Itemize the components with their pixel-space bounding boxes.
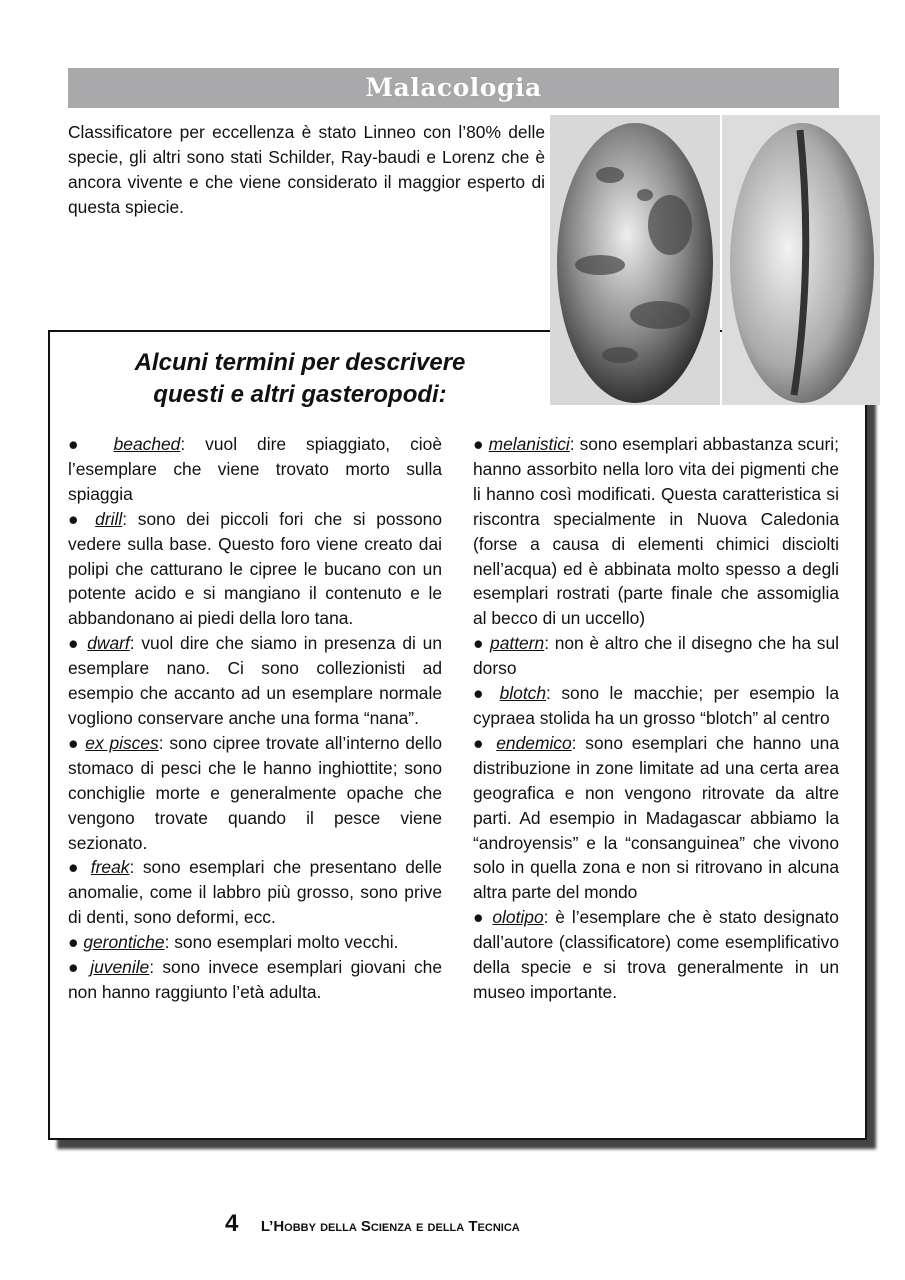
cowrie-shell-dorsal-photo	[550, 115, 720, 405]
cowrie-shell-ventral-photo	[722, 115, 880, 405]
glossary-entry	[473, 432, 839, 631]
bullet: ●	[68, 957, 91, 978]
bullet: ●	[473, 732, 497, 753]
bullet: ●	[473, 633, 491, 654]
section-banner	[68, 68, 839, 108]
glossary-term: pattern	[490, 633, 545, 654]
glossary-term: endemico	[496, 732, 572, 753]
glossary-term: olotipo	[492, 907, 544, 928]
glossary-title	[100, 347, 500, 411]
glossary-entry	[68, 507, 442, 632]
glossary-entry	[68, 855, 442, 930]
glossary-entry	[473, 681, 839, 731]
glossary-entry	[473, 731, 839, 905]
glossary-term: freak	[90, 857, 130, 878]
page-number: 4	[225, 1210, 239, 1237]
bullet: ●	[473, 683, 500, 704]
glossary-entry	[68, 731, 442, 856]
glossary-right-column	[473, 432, 839, 1005]
glossary-entry	[473, 631, 839, 681]
glossary-term: ex pisces	[85, 732, 159, 753]
intro-paragraph: Classificatore per eccellenza è stato Linneo con l’80% delle specie, gli altri sono stati Schilder, Ray-baudi e Lorenz che è ancora vivente e che viene considerato il maggior esperto di questa spiecie.	[68, 122, 545, 217]
glossary-definition: : sono invece esemplari giovani che non hanno raggiunto l’età adulta.	[68, 957, 442, 1002]
glossary-term: juvenile	[90, 957, 150, 978]
bullet: ●	[68, 932, 84, 953]
glossary-entry	[68, 432, 442, 507]
glossary-left-column	[68, 432, 442, 1005]
bullet: ●	[68, 857, 91, 878]
glossary-definition: : vuol dire spiaggiato, cioè l’esemplare che viene trovato morto sulla spiaggia	[68, 434, 442, 504]
glossary-title-line-2: questi e altri gasteropodi:	[153, 381, 447, 408]
glossary-term: gerontiche	[83, 932, 165, 953]
glossary-term: dwarf	[87, 633, 130, 654]
bullet: ●	[68, 508, 96, 529]
glossary-term: beached	[113, 434, 181, 454]
publication-name: L’Hobby della Scienza e della Tecnica	[260, 1218, 520, 1235]
glossary-definition: : sono dei piccoli fori che si possono vedere sulla base. Questo foro viene creato dai polipi che catturano le cipree le bucano con un potente acido e si mangiano il contenuto e le abbandonano ai piedi della loro tana.	[68, 508, 442, 629]
glossary-definition: : è l’esemplare che è stato designato dall’autore (classificatore) come esemplificativo della specie e si trova generalmente in un museo importante.	[473, 907, 839, 1002]
bullet: ●	[473, 907, 493, 928]
glossary-entry	[68, 930, 442, 955]
glossary-definition: : sono esemplari abbastanza scuri; hanno assorbito nella loro vita dei pigmenti che li hanno così modificati. Questa caratteristica si riscontra specialmente in Nuova Caledonia (forse a causa di elementi chimici disciolti nell’acqua) ed è abbinata molto spesso a degli esemplari rostrati (parte finale che assomiglia al becco di un uccello)	[473, 434, 840, 629]
glossary-definition: : sono le macchie; per esempio la cypraea stolida ha un grosso “blotch” al centro	[473, 683, 839, 728]
glossary-entry	[473, 905, 839, 1005]
bullet: ●	[68, 633, 88, 654]
glossary-term: melanistici	[488, 434, 570, 454]
section-title: Malacologia	[365, 73, 542, 102]
glossary-term: drill	[95, 508, 123, 529]
bullet: ●	[473, 434, 489, 454]
glossary-definition: : non è altro che il disegno che ha sul dorso	[473, 633, 839, 679]
bullet: ●	[68, 732, 86, 753]
glossary-entry	[68, 631, 442, 731]
bullet: ●	[68, 434, 114, 454]
glossary-definition: : sono esemplari molto vecchi.	[164, 932, 399, 953]
glossary-definition: : sono esemplari che presentano delle anomalie, come il labbro più grosso, sono prive di denti, sono deformi, ecc.	[68, 857, 442, 928]
glossary-term: blotch	[499, 683, 547, 704]
glossary-definition: : sono cipree trovate all’interno dello stomaco di pesci che le hanno inghiottite; sono conchiglie morte e generalmente opache che vengono trovate quando il pesce viene sezionato.	[68, 732, 442, 853]
glossary-entry	[68, 955, 442, 1005]
page-footer	[225, 1210, 520, 1238]
glossary-definition: : sono esemplari che hanno una distribuzione in zone limitate ad una certa area geografica e non vengono ritrovate da altre parti. Ad esempio in Madagascar abbiamo la “androyensis” e la “consanguinea” che vivono solo in quella zona e non si ritrovano in alcuna altra parte del mondo	[473, 732, 839, 903]
glossary-definition: : vuol dire che siamo in presenza di un esemplare nano. Ci sono collezionisti ad esempio che accanto ad un esemplare normale vogliono conservare anche una forma “nana”.	[68, 633, 442, 728]
glossary-title-line-1: Alcuni termini per descrivere	[134, 349, 466, 376]
